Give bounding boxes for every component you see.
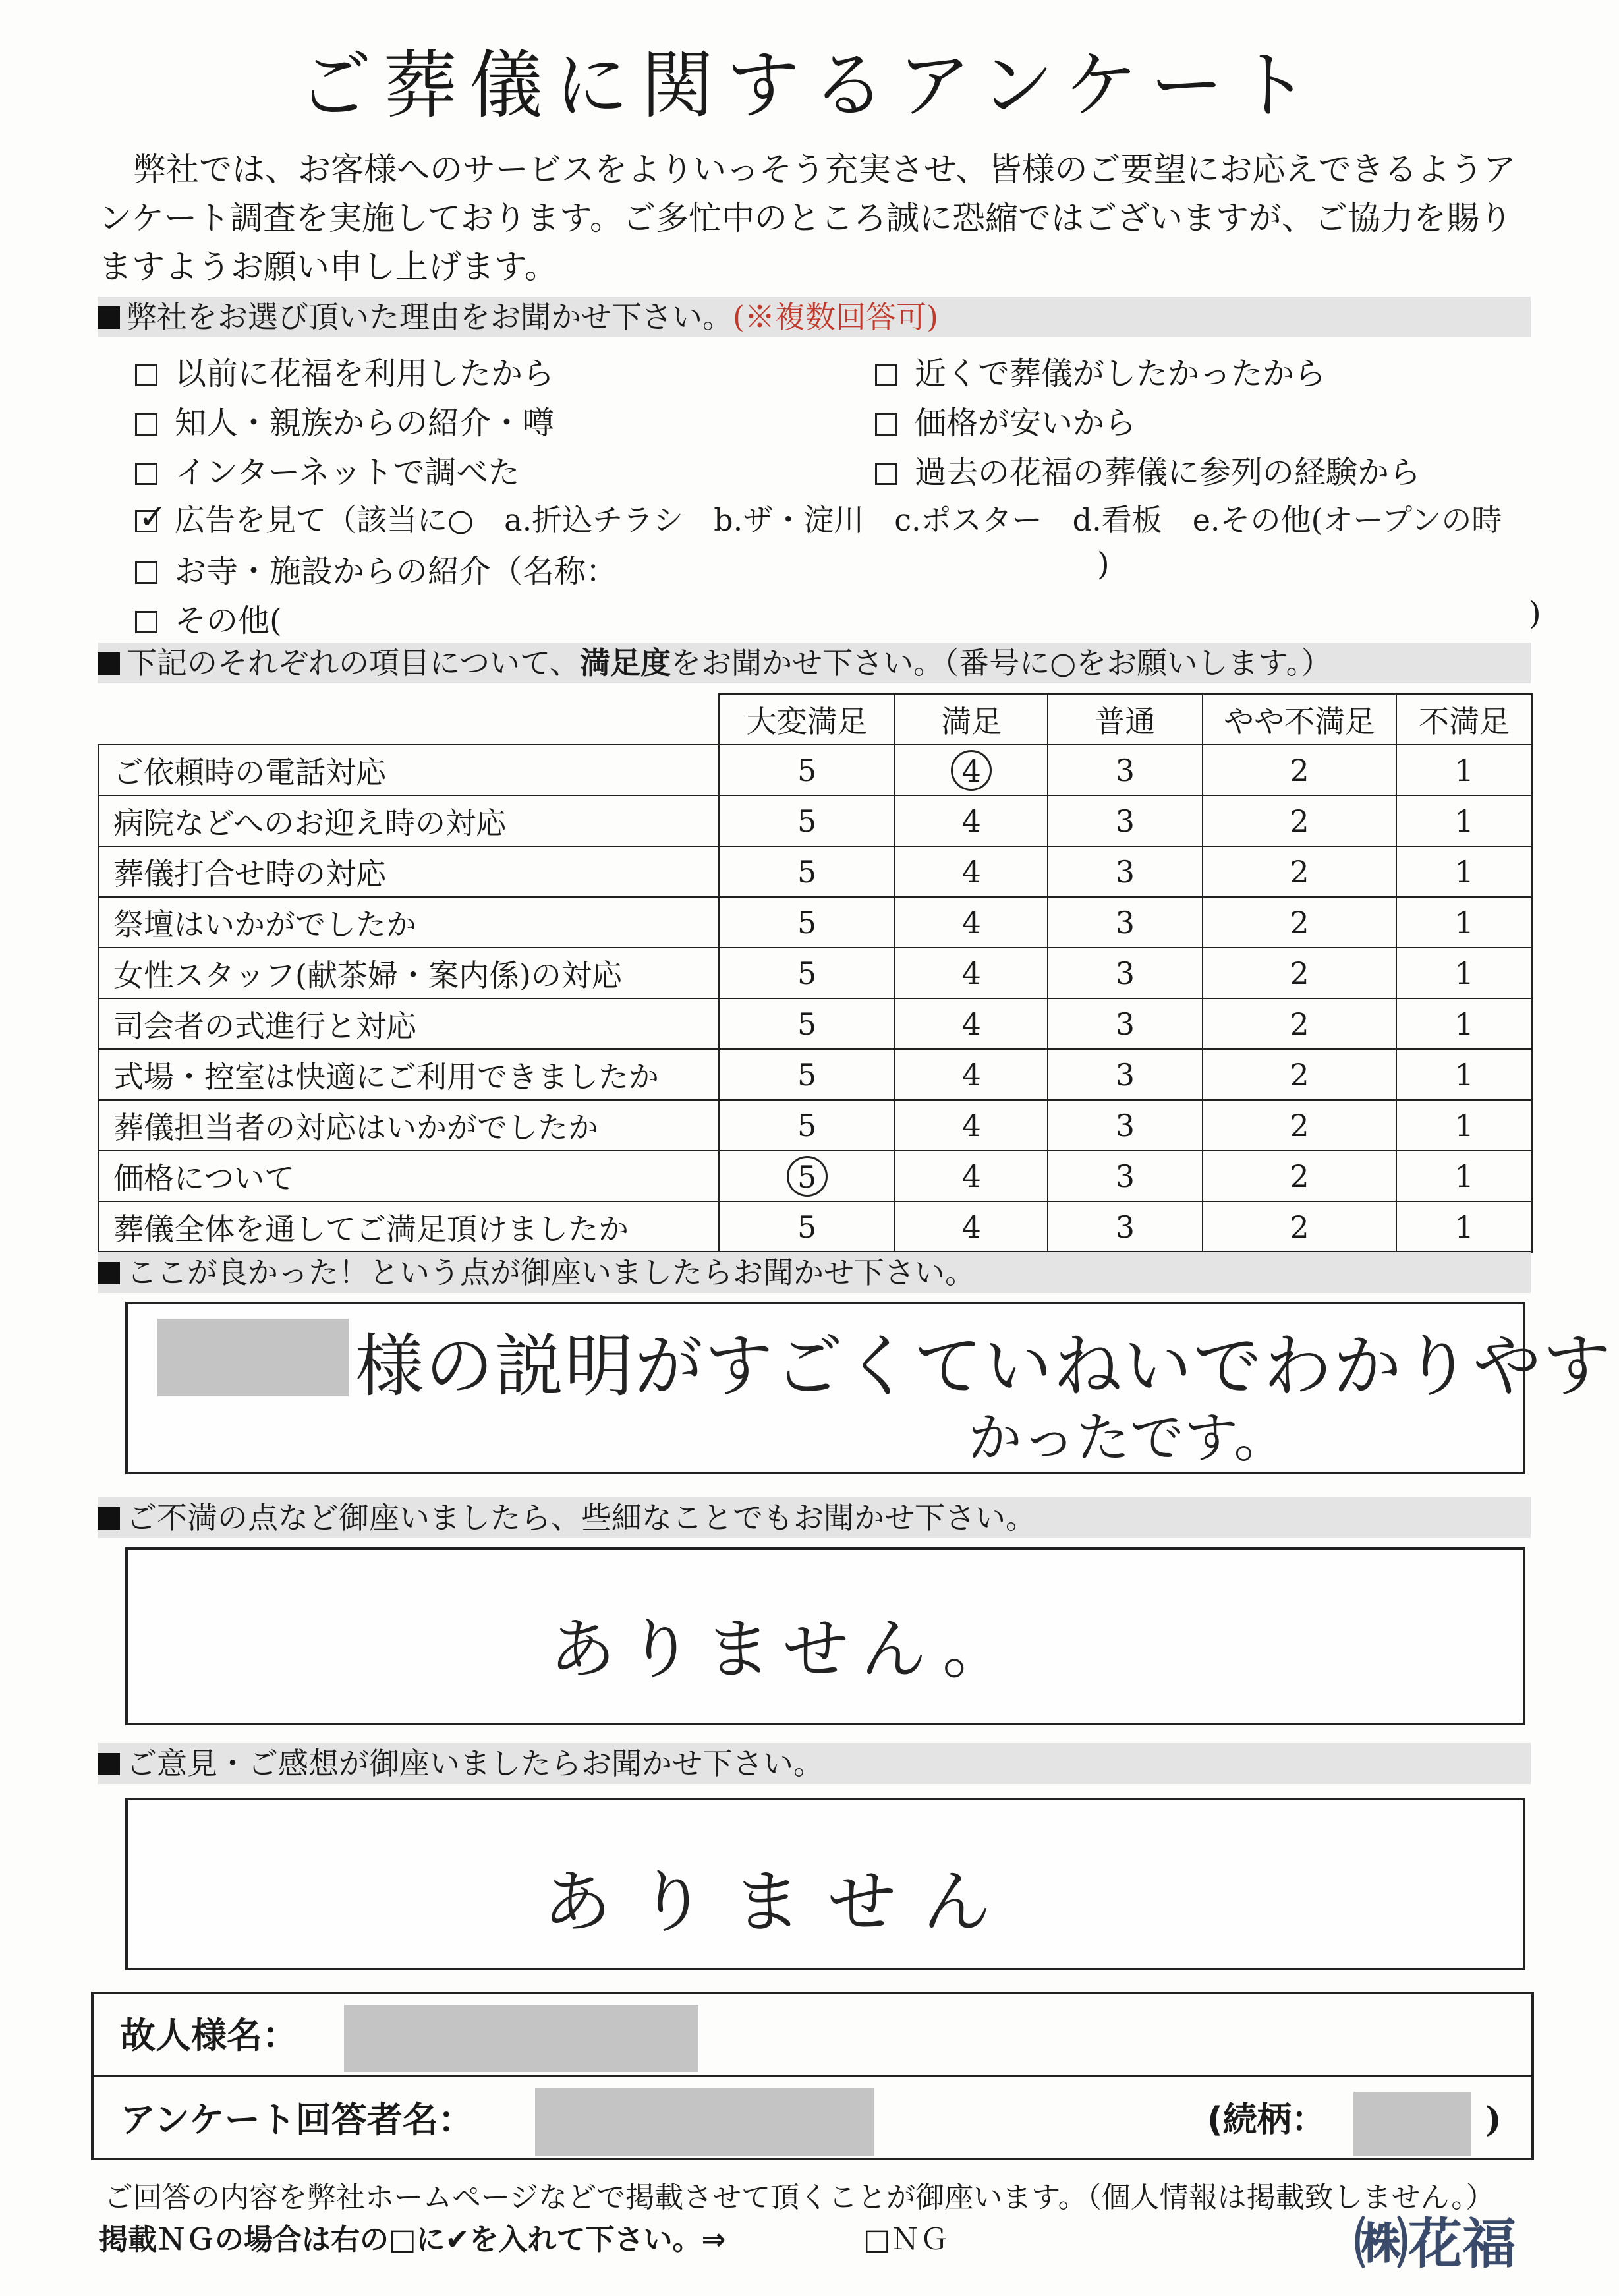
question-label: 葬儀打合せ時の対応	[98, 846, 719, 897]
section2-heading: 下記のそれぞれの項目について、満足度をお聞かせ下さい。（番号に○をお願いします。）	[98, 643, 1531, 683]
score-cell[interactable]	[719, 1201, 895, 1252]
score-cell[interactable]	[1396, 846, 1532, 897]
question-label: 葬儀全体を通してご満足頂けましたか	[98, 1201, 719, 1252]
score-value: 2	[1290, 1006, 1309, 1042]
score-cell[interactable]	[1048, 1201, 1203, 1252]
question-label: 女性スタッフ(献茶婦・案内係)の対応	[98, 948, 719, 998]
score-value: 2	[1290, 955, 1309, 991]
score-cell[interactable]	[719, 846, 895, 897]
score-value: 2	[1290, 752, 1309, 788]
score-cell[interactable]	[1048, 795, 1203, 846]
score-value: 4	[961, 1209, 981, 1245]
temple-close-paren: )	[1097, 546, 1110, 583]
multiple-answer-note: (※複数回答可)	[733, 299, 938, 335]
score-cell[interactable]	[1048, 897, 1203, 948]
score-value: 4	[961, 803, 981, 839]
score-cell[interactable]	[1203, 1049, 1397, 1100]
score-value: 5	[797, 853, 817, 890]
score-cell[interactable]	[1048, 1049, 1203, 1100]
score-value: 3	[1115, 1006, 1135, 1042]
deceased-name-row: 故人様名：	[94, 1994, 1531, 2077]
respondent-info-table	[91, 1992, 1534, 2160]
score-value: 3	[1115, 853, 1135, 890]
score-cell[interactable]	[719, 948, 895, 998]
option-previous-use[interactable]: 以前に花福を利用したから	[135, 348, 554, 393]
checkbox[interactable]	[875, 413, 897, 436]
score-cell[interactable]	[1396, 1201, 1532, 1252]
score-value: 1	[1454, 904, 1474, 940]
checkbox[interactable]	[135, 611, 157, 633]
respondent-name-row: アンケート回答者名：	[120, 2099, 474, 2140]
score-value: 1	[1454, 1158, 1474, 1194]
column-header: やや不満足	[1203, 694, 1397, 745]
score-cell[interactable]	[895, 846, 1048, 897]
table-row	[98, 1201, 1532, 1252]
table-row	[98, 795, 1532, 846]
redacted-deceased-name	[344, 2005, 698, 2072]
score-value: 1	[1454, 1006, 1474, 1042]
score-value: 4	[961, 904, 981, 940]
score-cell[interactable]	[1048, 1100, 1203, 1151]
score-value: 3	[1115, 752, 1135, 788]
score-cell[interactable]	[895, 998, 1048, 1049]
publication-ng-instruction: 掲載ＮＧの場合は右の□に✔を入れて下さい。⇒	[99, 2223, 726, 2256]
score-value: 5	[797, 1209, 817, 1245]
score-value: 2	[1290, 1056, 1309, 1093]
checkbox[interactable]	[875, 364, 897, 386]
table-row	[98, 1151, 1532, 1201]
score-cell[interactable]	[1203, 897, 1397, 948]
score-cell[interactable]	[895, 795, 1048, 846]
score-value: 5	[797, 1006, 817, 1042]
checkbox[interactable]	[135, 463, 157, 485]
score-cell[interactable]	[1203, 1100, 1397, 1151]
score-cell[interactable]	[1203, 745, 1397, 795]
satisfaction-table	[98, 693, 1533, 1253]
score-cell[interactable]	[719, 795, 895, 846]
option-nearby[interactable]: 近くで葬儀がしたかったから	[875, 348, 1326, 393]
score-cell[interactable]	[719, 897, 895, 948]
score-value: 1	[1454, 955, 1474, 991]
option-referral[interactable]: 知人・親族からの紹介・噂	[135, 397, 554, 443]
score-cell[interactable]	[1396, 897, 1532, 948]
score-cell[interactable]	[719, 745, 895, 795]
score-value: 3	[1115, 1107, 1135, 1143]
score-cell[interactable]	[1048, 948, 1203, 998]
redacted-respondent-name	[535, 2088, 874, 2156]
option-advertisement[interactable]: ✓広告を見て（該当に○ a.折込チラシ b.ザ・淀川 c.ポスター d.看板 e.その他(オープンの時	[135, 496, 1502, 540]
score-value: 1	[1454, 1107, 1474, 1143]
score-value: 4	[961, 955, 981, 991]
complaints-answer-box[interactable]	[125, 1547, 1525, 1725]
opinions-answer-box[interactable]	[125, 1798, 1525, 1970]
score-value: 3	[1115, 1209, 1135, 1245]
black-square-icon	[98, 306, 120, 329]
question-label: 司会者の式進行と対応	[98, 998, 719, 1049]
checkbox[interactable]	[135, 413, 157, 436]
relation-close: )	[1485, 2100, 1502, 2140]
score-value: 2	[1290, 853, 1309, 890]
score-cell[interactable]	[1203, 846, 1397, 897]
option-other[interactable]: その他(	[135, 595, 282, 641]
score-cell[interactable]	[1396, 948, 1532, 998]
score-cell[interactable]	[719, 1151, 895, 1201]
other-close-paren: )	[1529, 595, 1541, 632]
page-title: ご葬儀に関するアンケート	[297, 43, 1322, 129]
option-internet[interactable]: インターネットで調べた	[135, 447, 520, 492]
score-cell[interactable]	[895, 1151, 1048, 1201]
score-cell[interactable]	[719, 998, 895, 1049]
score-cell[interactable]	[1203, 795, 1397, 846]
question-label: 価格について	[98, 1151, 719, 1201]
score-value: 4	[961, 1006, 981, 1042]
score-value: 1	[1454, 803, 1474, 839]
checkbox[interactable]	[135, 364, 157, 386]
black-square-icon	[98, 1262, 120, 1284]
score-value: 3	[1115, 1158, 1135, 1194]
handwritten-other: オープンの時	[1322, 502, 1502, 538]
publication-note: ご回答の内容を弊社ホームページなどで掲載させて頂くことが御座います。（個人情報は掲載致しません。）	[104, 2181, 1495, 2214]
black-square-icon	[98, 652, 120, 675]
score-cell[interactable]	[1048, 998, 1203, 1049]
checked-checkbox[interactable]	[135, 510, 157, 532]
score-cell[interactable]	[1048, 745, 1203, 795]
circled-score: 4	[951, 750, 992, 791]
score-cell[interactable]	[1396, 1049, 1532, 1100]
score-value: 1	[1454, 1209, 1474, 1245]
intro-text: 弊社では、お客様へのサービスをよりいっそう充実させ、皆様のご要望にお応えできるようアンケート調査を実施しております。ご多忙中のところ誠に恐縮ではございますが、ご協力を賜りますようお願い申し上げます。	[99, 150, 1516, 286]
table-row	[98, 846, 1532, 897]
score-value: 2	[1290, 904, 1309, 940]
score-value: 1	[1454, 752, 1474, 788]
score-cell[interactable]	[1396, 998, 1532, 1049]
score-cell[interactable]	[1048, 846, 1203, 897]
good-points-answer-box[interactable]	[125, 1302, 1613, 1474]
section5-heading: ご意見・ご感想が御座いましたらお聞かせ下さい。	[98, 1743, 1531, 1784]
question-label: 祭壇はいかがでしたか	[98, 897, 719, 948]
score-value: 4	[961, 853, 981, 890]
score-cell[interactable]	[895, 1201, 1048, 1252]
circled-score: 5	[787, 1156, 828, 1197]
score-cell[interactable]	[895, 745, 1048, 795]
score-cell[interactable]	[1396, 745, 1532, 795]
score-cell[interactable]	[895, 948, 1048, 998]
redacted-name	[157, 1319, 349, 1396]
section1-heading: 弊社をお選び頂いた理由をお聞かせ下さい。(※複数回答可)	[98, 297, 1531, 337]
table-row	[98, 948, 1532, 998]
score-value: 2	[1290, 803, 1309, 839]
option-past-attendance[interactable]: 過去の花福の葬儀に参列の経験から	[875, 447, 1421, 492]
score-value: 1	[1454, 853, 1474, 890]
ng-checkbox[interactable]: □ＮＧ	[863, 2223, 949, 2256]
handwritten-answer-line1: 様の説明がすごくていねいでわかりやす	[355, 1326, 1613, 1406]
redacted-relation	[1353, 2092, 1471, 2156]
question-label: ご依頼時の電話対応	[98, 745, 719, 795]
score-cell[interactable]	[895, 897, 1048, 948]
score-cell[interactable]	[1203, 1151, 1397, 1201]
black-square-icon	[98, 1507, 120, 1530]
handwritten-answer-line2: かったです。	[968, 1407, 1288, 1470]
score-value: 4	[961, 1056, 981, 1093]
checkbox[interactable]	[135, 561, 157, 584]
column-header: 普通	[1048, 694, 1203, 745]
option-price[interactable]: 価格が安いから	[875, 397, 1136, 443]
score-cell[interactable]	[1396, 1151, 1532, 1201]
column-header: 満足	[895, 694, 1048, 745]
handwritten-opinion: ありません	[543, 1862, 1018, 1942]
question-label: 葬儀担当者の対応はいかがでしたか	[98, 1100, 719, 1151]
section4-heading: ご不満の点など御座いましたら、些細なことでもお聞かせ下さい。	[98, 1497, 1531, 1538]
table-row	[98, 1100, 1532, 1151]
black-square-icon	[98, 1753, 120, 1775]
question-label: 病院などへのお迎え時の対応	[98, 795, 719, 846]
checkbox[interactable]	[875, 463, 897, 485]
option-temple[interactable]: お寺・施設からの紹介（名称：	[135, 546, 617, 591]
score-cell[interactable]	[895, 1100, 1048, 1151]
score-value: 2	[1290, 1158, 1309, 1194]
company-logo: ㈱花福	[1354, 2212, 1517, 2276]
score-value: 5	[797, 904, 817, 940]
score-value: 5	[797, 752, 817, 788]
score-cell[interactable]	[719, 1100, 895, 1151]
score-value: 2	[1290, 1107, 1309, 1143]
question-label: 式場・控室は快適にご利用できましたか	[98, 1049, 719, 1100]
score-value: 4	[961, 1158, 981, 1194]
score-value: 4	[961, 1107, 981, 1143]
section3-heading: ここが良かった！という点が御座いましたらお聞かせ下さい。	[98, 1252, 1531, 1293]
handwritten-complaint: ありません。	[550, 1611, 1020, 1688]
score-value: 3	[1115, 803, 1135, 839]
score-value: 5	[797, 955, 817, 991]
score-value: 2	[1290, 1209, 1309, 1245]
score-cell[interactable]	[1048, 1151, 1203, 1201]
score-value: 1	[1454, 1056, 1474, 1093]
score-value: 5	[797, 1056, 817, 1093]
score-value: 5	[797, 803, 817, 839]
column-header: 大変満足	[719, 694, 895, 745]
score-cell[interactable]	[1203, 998, 1397, 1049]
score-cell[interactable]	[895, 1049, 1048, 1100]
score-value: 5	[797, 1107, 817, 1143]
score-cell[interactable]	[1396, 1100, 1532, 1151]
relation-open: (続柄：	[1207, 2100, 1326, 2140]
score-value: 3	[1115, 1056, 1135, 1093]
table-row	[98, 998, 1532, 1049]
table-row	[98, 897, 1532, 948]
column-header: 不満足	[1396, 694, 1532, 745]
score-value: 3	[1115, 904, 1135, 940]
score-cell[interactable]	[719, 1049, 895, 1100]
table-row	[98, 1049, 1532, 1100]
score-cell[interactable]	[1203, 1201, 1397, 1252]
score-cell[interactable]	[1203, 948, 1397, 998]
score-cell[interactable]	[1396, 795, 1532, 846]
score-value: 3	[1115, 955, 1135, 991]
table-row	[98, 745, 1532, 795]
